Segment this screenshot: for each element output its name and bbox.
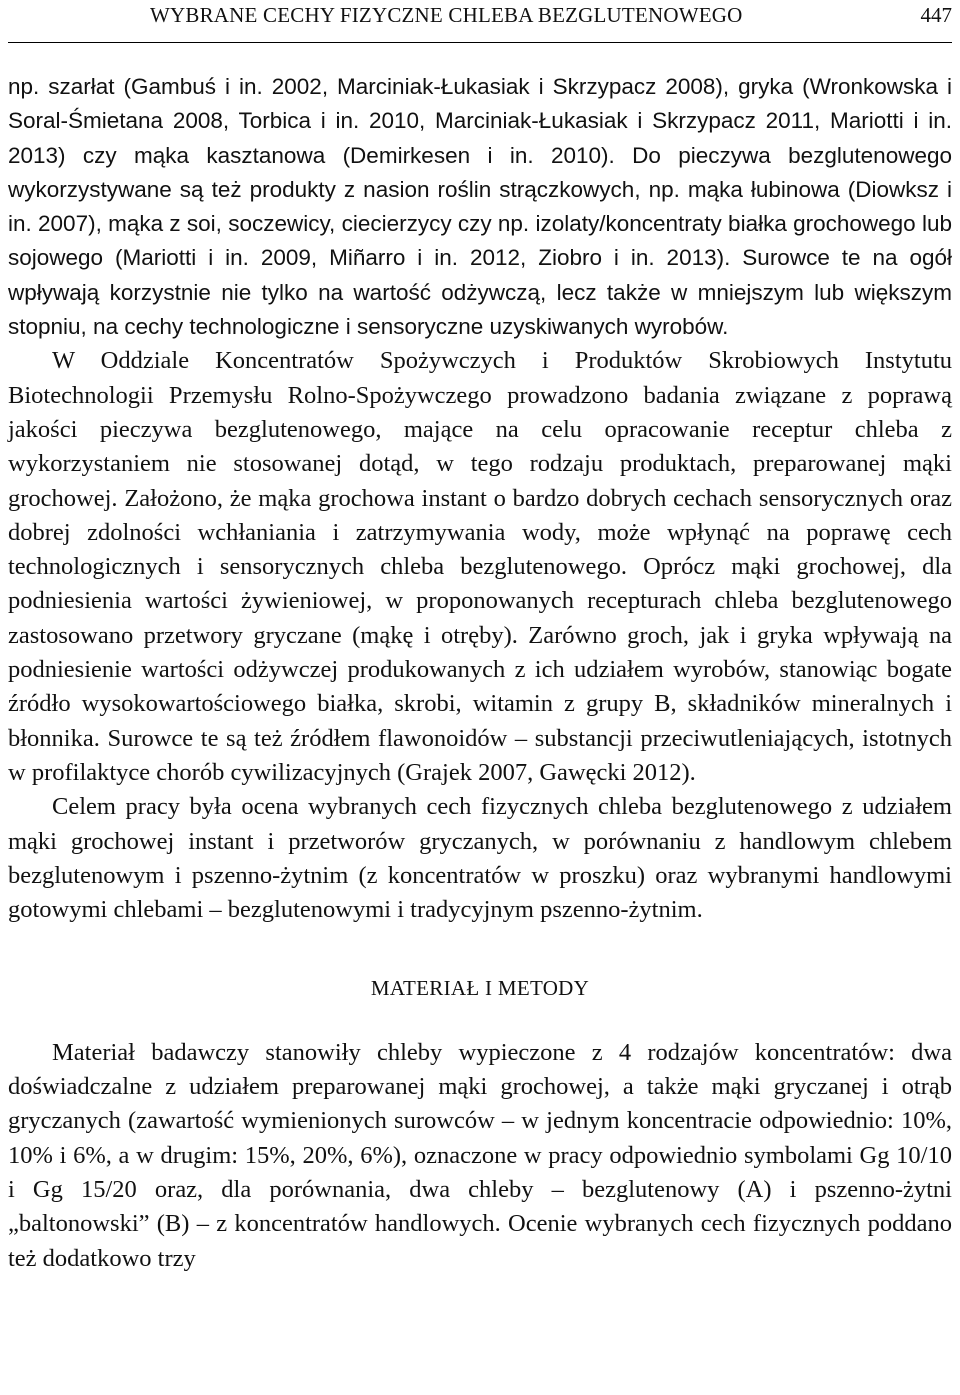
paragraph-intro: np. szarłat (Gambuś i in. 2002, Marciniak-Łukasiak i Skrzypacz 2008), gryka (Wronkowska i Soral-Śmietana 2008, Torbica i in. 2010, Marciniak-Łukasiak i Skrzypacz 2011, Mariotti i in. 2013) czy mąka kasztanowa (Demirkesen i in. 2010). Do pieczywa bezglutenowego wykorzystywane są też produkty z nasion roślin strączkowych, np. mąka łubinowa (Diowksz i in. 2007), mąka z soi, soczewicy, ciecierzycy czy np. izolaty/koncentraty białka grochowego lub sojowego (Mariotti i in. 2009, Miñarro i in. 2012, Ziobro i in. 2013). Surowce te na ogół wpływają korzystnie nie tylko na wartość odżywczą, lecz także w mniejszym lub większym stopniu, na cechy technologiczne i sensoryczne uzyskiwanych wyrobów.	[8, 74, 952, 340]
section-heading: MATERIAŁ I METODY	[370, 976, 590, 1001]
paragraph-methods: Materiał badawczy stanowiły chleby wypieczone z 4 rodzajów koncentratów: dwa doświadczalne z udziałem preparowanej mąki grochowej, a także mąki gryczanej i otrąb gryczanych (zawartość wymienionych surowców – w jednym koncentracie odpowiednio: 10%, 10% i 6%, a w drugim: 15%, 20%, 6%), oznaczone w pracy odpowiednio symbolami Gg 10/10 i Gg 15/20 oraz, dla porównania, dwa chleby – bezglutenowy (A) i pszenno-żytni „baltonowski” (B) – z koncentratów handlowych. Ocenie wybranych cech fizycznych poddano też dodatkowo trzy	[8, 1038, 952, 1272]
running-head	[8, 0, 952, 43]
body-text	[8, 70, 952, 1276]
paragraph-institute: W Oddziale Koncentratów Spożywczych i Produktów Skrobiowych Instytutu Biotechnologii Przemysłu Rolno-Spożywczego prowadzono badania związane z poprawą jakości pieczywa bezglutenowego, mające na celu opracowanie receptur chleba z wykorzystaniem nie stosowanej dotąd, w tego rodzaju produktach, preparowanej mąki grochowej. Założono, że mąka grochowa instant o bardzo dobrych cechach sensorycznych oraz dobrej zdolności wchłaniania i zatrzymywania wody, może wpłynąć na poprawę cech technologicznych i sensorycznych chleba bezglutenowego. Oprócz mąki grochowej, dla podniesienia wartości żywieniowej, w proponowanych recepturach chleba bezglutenowego zastosowano przetwory gryczane (mąkę i otręby). Zarówno groch, jak i gryka wpływają na podniesienie wartości odżywczej produkowanych z ich udziałem wyrobów, stanowiąc bogate źródło wysokowartościowego białka, skrobi, witamin z grupy B, składników mineralnych i błonnika. Surowce te są też źródłem flawonoidów – substancji przeciwutleniających, istotnych w profilaktyce chorób cywilizacyjnych (Grajek 2007, Gawęcki 2012).	[8, 347, 952, 786]
page-number: 447	[920, 3, 952, 27]
document-page	[8, 0, 952, 1276]
running-head-title: WYBRANE CECHY FIZYCZNE CHLEBA BEZGLUTENOWEGO	[150, 3, 743, 27]
paragraph-aim: Celem pracy była ocena wybranych cech fizycznych chleba bezglutenowego z udziałem mąki grochowej instant i przetworów gryczanych, w porównaniu z handlowym chlebem bezglutenowym i pszenno-żytnim (z koncentratów w proszku) oraz wybranymi handlowymi gotowymi chlebami – bezglutenowymi i tradycyjnym pszenno-żytnim.	[8, 793, 952, 924]
